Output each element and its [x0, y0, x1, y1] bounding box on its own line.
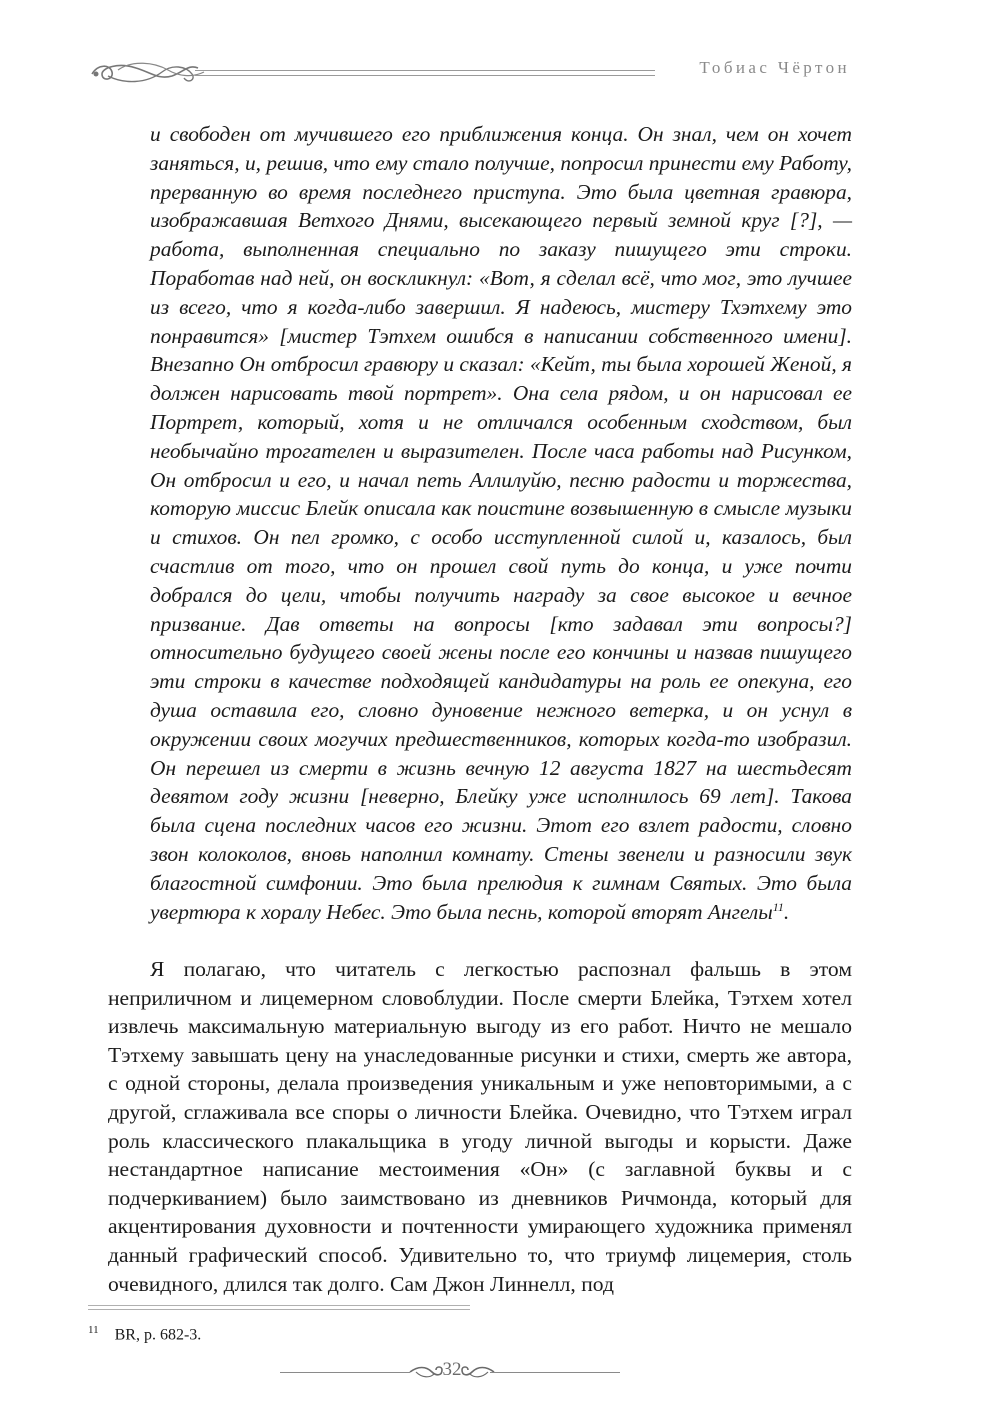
header-rule [195, 70, 655, 76]
footnote [88, 1320, 201, 1345]
flourish-ornament-icon [88, 56, 208, 90]
quote-end: . [783, 899, 790, 924]
footnote-reference[interactable]: 11 [772, 899, 784, 914]
body-paragraph: Я полагаю, что читатель с легкостью распознал фальшь в этом неприличном и лицемерном словоблудии. После смерти Блейка, Тэтхем хотел извлечь максимальную материальную выгоду из его работ. Ничто не мешало Тэтхему завышать цену на унаследованные рисунки и стихи, смерть же автора, с одной стороны, делала произведения уникальным и уже неповторимыми, а с другой, сглаживала все споры о личности Блейка. Очевидно, что Тэтхем играл роль классического плакальщика в угоду личной выгоды и корысти. Даже нестандартное написание местоимения «Он» (с заглавной буквы и с подчеркиванием) было заимствовано из дневников Ричмонда, который для акцентирования духовности и почтенности умирающего художника применял данный графический способ. Удивительно то, что триумф лицемерия, столь очевидного, длился так долго. Сам Джон Линнелл, под [108, 957, 852, 1296]
footer-rule-left [280, 1372, 410, 1373]
footnote-text: BR, p. 682-3. [114, 1326, 202, 1344]
footnote-number: 11 [88, 1324, 99, 1336]
running-head: Тобиас Чёртон [699, 58, 850, 77]
quoted-passage [150, 120, 852, 926]
quote-text: и свободен от мучившего его приближения конца. Он знал, чем он хочет заняться, и, решив, что ему стало получше, попросил принести ему Работу, прерванную во время последнего приступа. Это была цветная гравюра, изображавшая Ветхого Днями, высекающего первый земной круг [?], — работа, выполненная специально по заказу пишущего эти строки. Поработав над ней, он воскликнул: «Вот, я сделал всё, что мог, это лучшее из всего, что я когда-либо завершил. Я надеюсь, мистеру Тхэтхему это понравится» [мистер Тэтхем ошибся в написании собственного имени]. Внезапно Он отбросил гравюру и сказал: «Кейт, ты была хорошей Женой, я должен нарисовать твой портрет». Она села рядом, и он нарисовал ее Портрет, который, хотя и не отличался особенным сходством, был необычайно трогателен и выразителен. После часа работы над Рисунком, Он отбросил и его, и начал петь Аллилуйю, песню радости и торжества, которую миссис Блейк описала как поистине возвышенную в смысле музыки и стихов. Он пел громко, с особо исступленной силой и, казалось, был счастлив от того, что он прошел свой путь до конца, и уже почти добрался до цели, чтобы получить награду за свое высокое и вечное призвание. Дав ответы на вопросы [кто задавал эти вопросы?] относительно будущего своей жены после его кончины и назвав пишущего эти строки в качестве подходящей кандидатуры на роль ее опекуна, его душа оставила его, словно дуновение нежного ветерка, и он уснул в окружении своих могучих предшественников, которых когда-то изобразил. Он перешел из смерти в жизнь вечную 12 августа 1827 на шестьдесят девятом году жизни [неверно, Блейку уже исполнилось 69 лет]. Такова была сцена последних часов его жизни. Этот его взлет радости, словно звон колоколов, вновь наполнил комнату. Стены звенели и разносили звук благостной симфонии. Это была прелюдия к гимнам Святых. Это была увертюра к хоралу Небес. Это была песнь, которой вторят Ангелы [150, 122, 852, 924]
page-footer [270, 1358, 630, 1388]
page-header [0, 0, 1000, 100]
footer-rule-right [490, 1372, 620, 1373]
page-number: 32 [442, 1359, 462, 1380]
flourish-left-icon [408, 1362, 444, 1382]
footnote-rule [88, 1305, 470, 1310]
